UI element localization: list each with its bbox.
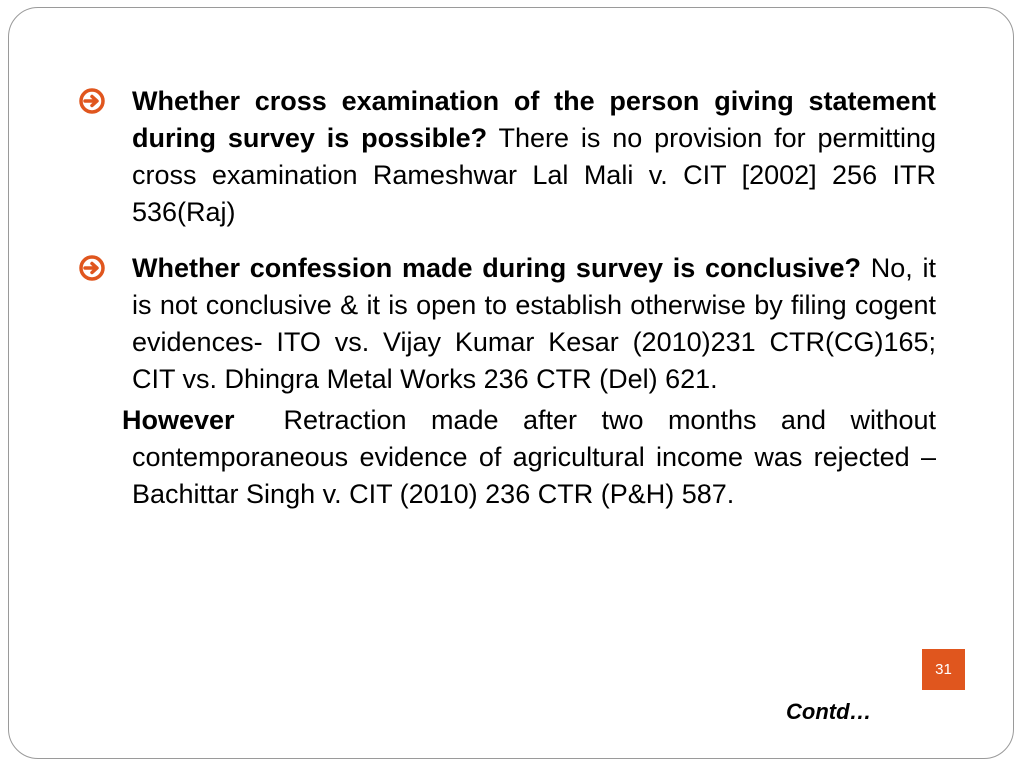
however-text: Retraction made after two months and without contemporaneous evidence of agricultural income was rejected – Bachittar Singh v. CIT (2010) 236 CTR (P&H) 587.	[132, 405, 936, 509]
however-lead: However	[122, 405, 235, 435]
however-paragraph	[78, 402, 936, 513]
bullet-answer: There is no provision for permitting cross examination Rameshwar Lal Mali v. CIT [2002] 256 ITR 536(Raj)	[132, 123, 936, 227]
slide-content	[78, 83, 936, 513]
bullet-answer: No, it is not conclusive & it is open to establish otherwise by filing cogent evidences- ITO vs. Vijay Kumar Kesar (2010)231 CTR(CG)165; CIT vs. Dhingra Metal Works 236 CTR (Del) 621.	[132, 253, 936, 394]
contd-label: Contd…	[786, 699, 872, 724]
bullet-question: Whether cross examination of the person giving statement during survey is possible?	[132, 86, 936, 153]
bullet-item	[78, 250, 936, 398]
arrow-circle-icon	[78, 87, 106, 115]
page-number: 31	[922, 649, 965, 690]
bullet-question: Whether confession made during survey is conclusive?	[132, 253, 862, 283]
bullet-item	[78, 83, 936, 231]
arrow-circle-icon	[78, 254, 106, 282]
